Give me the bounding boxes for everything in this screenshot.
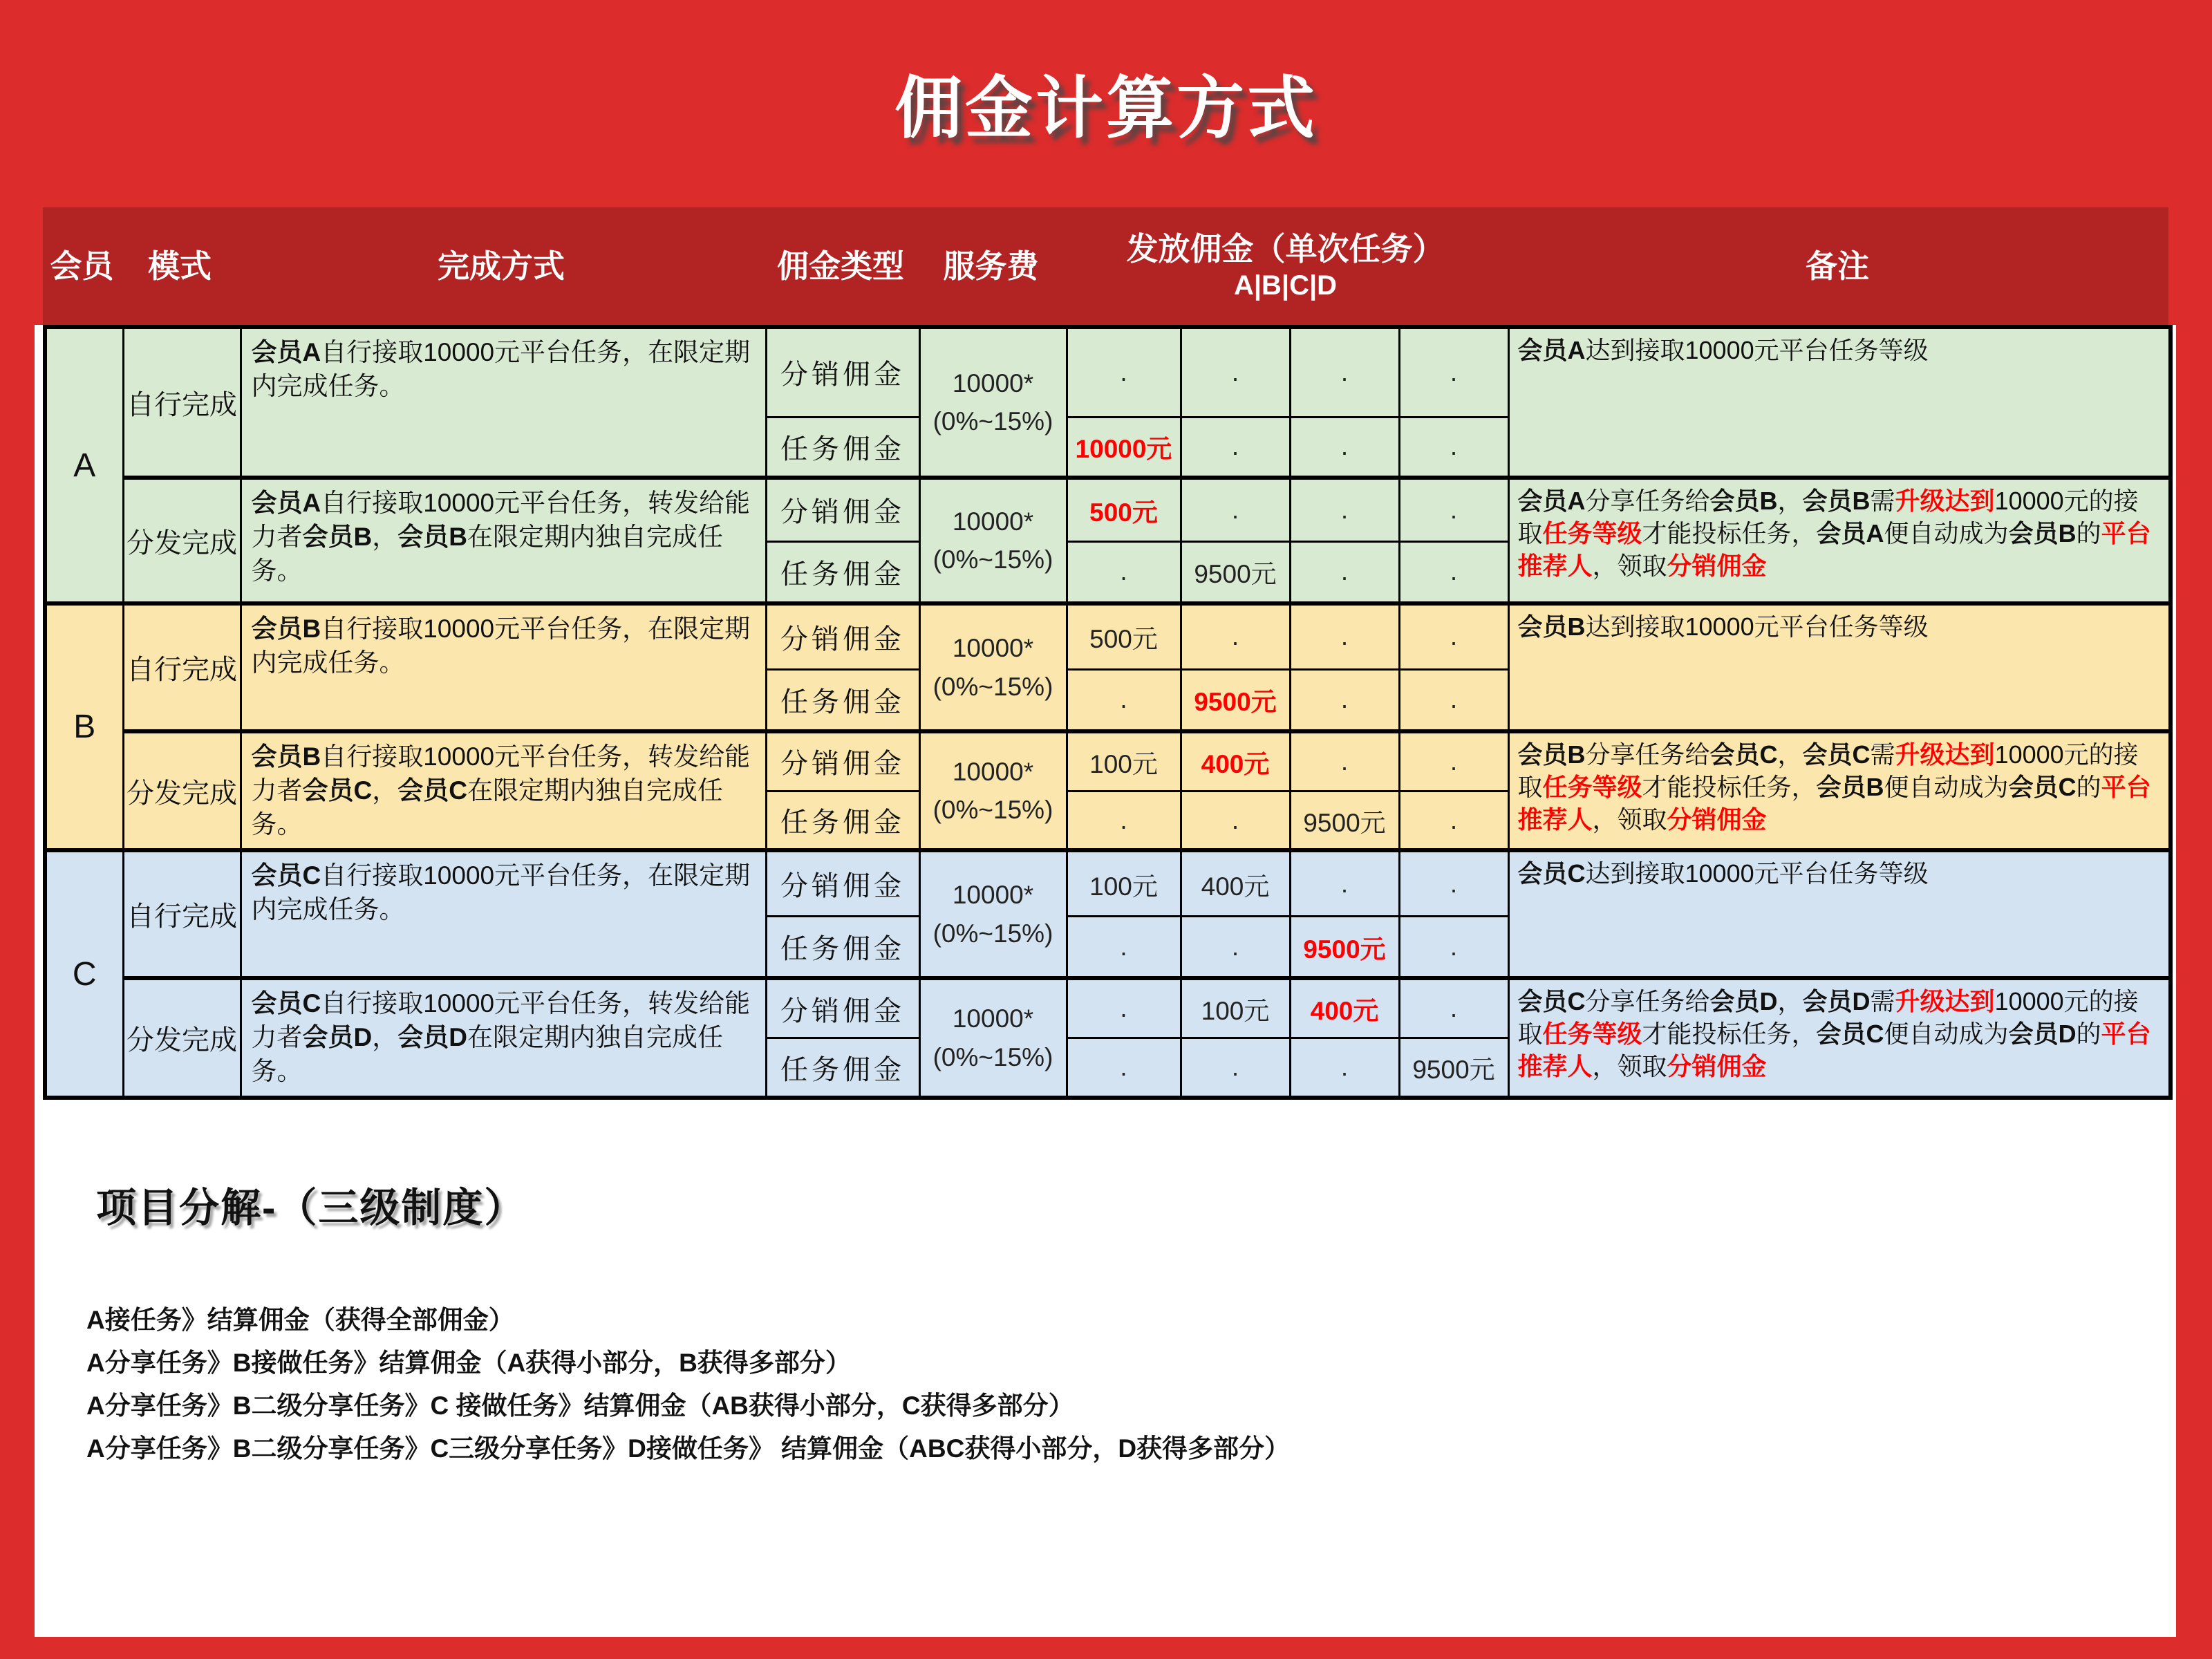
commission-type-cell: 分销佣金 bbox=[766, 978, 919, 1038]
payout-cell-a: . bbox=[1067, 978, 1181, 1038]
header-service-fee: 服务费 bbox=[943, 247, 1039, 284]
commission-type-cell: 任务佣金 bbox=[766, 541, 919, 603]
payout-cell-a: . bbox=[1067, 327, 1181, 417]
remark-cell: 会员B分享任务给会员C，会员C需升级达到10000元的接取任务等级才能投标任务，会员B便自动成为会员C的平台推荐人，领取分销佣金 bbox=[1508, 731, 2171, 850]
member-cell: A bbox=[45, 327, 123, 603]
commission-type-cell: 任务佣金 bbox=[766, 916, 919, 978]
payout-cell-b: . bbox=[1181, 417, 1290, 478]
breakdown-item: A接任务》结算佣金（获得全部佣金） bbox=[86, 1306, 514, 1334]
breakdown-item: A分享任务》B二级分享任务》C 接做任务》结算佣金（AB获得小部分，C获得多部分） bbox=[86, 1391, 1074, 1421]
payout-cell-c: 400元 bbox=[1290, 978, 1399, 1038]
page-title: 佣金计算方式 bbox=[894, 70, 1318, 146]
service-fee-line2: (0%~15%) bbox=[932, 545, 1053, 574]
remark-cell: 会员A达到接取10000元平台任务等级 bbox=[1508, 327, 2171, 478]
payout-cell-a: 10000元 bbox=[1067, 417, 1181, 478]
payout-cell-d: . bbox=[1399, 791, 1508, 850]
table-row bbox=[45, 603, 2171, 669]
payout-cell-d: . bbox=[1399, 327, 1508, 417]
service-fee-line2: (0%~15%) bbox=[932, 407, 1053, 435]
commission-type-cell: 分销佣金 bbox=[766, 478, 919, 541]
payout-cell-d: . bbox=[1399, 669, 1508, 731]
header-payout-columns: A|B|C|D bbox=[1233, 270, 1338, 301]
payout-cell-b: 400元 bbox=[1181, 850, 1290, 916]
payout-cell-c: . bbox=[1290, 541, 1399, 603]
payout-cell-a: . bbox=[1067, 916, 1181, 978]
payout-cell-d: . bbox=[1399, 417, 1508, 478]
breakdown-heading: 项目分解-（三级制度） bbox=[96, 1185, 526, 1230]
payout-cell-b: 100元 bbox=[1181, 978, 1290, 1038]
payout-cell-b: . bbox=[1181, 327, 1290, 417]
table-row bbox=[45, 850, 2171, 916]
payout-cell-a: 100元 bbox=[1067, 731, 1181, 791]
payout-cell-b: . bbox=[1181, 916, 1290, 978]
table-row bbox=[45, 327, 2171, 417]
payout-cell-c: 9500元 bbox=[1290, 916, 1399, 978]
commission-type-cell: 任务佣金 bbox=[766, 417, 919, 478]
method-cell: 会员A自行接取10000元平台任务，转发给能力者会员B，会员B在限定期内独自完成任务。 bbox=[241, 478, 766, 603]
payout-cell-b: 9500元 bbox=[1181, 541, 1290, 603]
remark-cell: 会员A分享任务给会员B，会员B需升级达到10000元的接取任务等级才能投标任务，会员A便自动成为会员B的平台推荐人，领取分销佣金 bbox=[1508, 478, 2171, 603]
table-header-row bbox=[43, 207, 2168, 325]
table-row bbox=[45, 478, 2171, 541]
service-fee-line2: (0%~15%) bbox=[932, 796, 1053, 825]
payout-cell-b: . bbox=[1181, 1038, 1290, 1098]
remark-cell: 会员C达到接取10000元平台任务等级 bbox=[1508, 850, 2171, 978]
payout-cell-d: . bbox=[1399, 850, 1508, 916]
service-fee-cell bbox=[919, 327, 1067, 478]
service-fee-line2: (0%~15%) bbox=[932, 1042, 1053, 1071]
payout-cell-b: 9500元 bbox=[1181, 669, 1290, 731]
payout-cell-d: . bbox=[1399, 541, 1508, 603]
service-fee-cell bbox=[919, 850, 1067, 978]
payout-cell-c: . bbox=[1290, 1038, 1399, 1098]
commission-type-cell: 分销佣金 bbox=[766, 850, 919, 916]
mode-cell: 自行完成 bbox=[123, 850, 241, 978]
method-cell: 会员A自行接取10000元平台任务，在限定期内完成任务。 bbox=[241, 327, 766, 478]
payout-cell-a: . bbox=[1067, 669, 1181, 731]
header-payout bbox=[1065, 232, 1506, 301]
payout-cell-c: . bbox=[1290, 327, 1399, 417]
service-fee-cell bbox=[919, 478, 1067, 603]
header-remark: 备注 bbox=[1806, 247, 1869, 284]
service-fee-line1: 10000* bbox=[952, 634, 1034, 662]
header-payout-title: 发放佣金（单次任务） bbox=[1126, 230, 1445, 267]
table-row bbox=[45, 731, 2171, 791]
payout-cell-a: 100元 bbox=[1067, 850, 1181, 916]
table-row bbox=[45, 978, 2171, 1038]
mode-cell: 分发完成 bbox=[123, 731, 241, 850]
payout-cell-b: 400元 bbox=[1181, 731, 1290, 791]
member-cell: B bbox=[45, 603, 123, 850]
payout-cell-d: . bbox=[1399, 731, 1508, 791]
method-cell: 会员B自行接取10000元平台任务，转发给能力者会员C，会员C在限定期内独自完成任务。 bbox=[241, 731, 766, 850]
group-c bbox=[45, 850, 2171, 1097]
header-mode: 模式 bbox=[148, 247, 212, 284]
payout-cell-b: . bbox=[1181, 791, 1290, 850]
service-fee-line1: 10000* bbox=[952, 757, 1034, 786]
commission-table bbox=[43, 325, 2173, 1100]
mode-cell: 分发完成 bbox=[123, 978, 241, 1097]
payout-cell-c: . bbox=[1290, 731, 1399, 791]
payout-cell-a: . bbox=[1067, 791, 1181, 850]
commission-type-cell: 任务佣金 bbox=[766, 1038, 919, 1098]
remark-cell: 会员B达到接取10000元平台任务等级 bbox=[1508, 603, 2171, 731]
service-fee-line2: (0%~15%) bbox=[932, 672, 1053, 701]
commission-type-cell: 任务佣金 bbox=[766, 669, 919, 731]
payout-cell-a: . bbox=[1067, 541, 1181, 603]
group-a bbox=[45, 327, 2171, 603]
project-breakdown-section bbox=[86, 1175, 1290, 1475]
member-cell: C bbox=[45, 850, 123, 1097]
mode-cell: 分发完成 bbox=[123, 478, 241, 603]
breakdown-item: A分享任务》B二级分享任务》C三级分享任务》D接做任务》 结算佣金（ABC获得小部分，D获得多部分） bbox=[86, 1434, 1291, 1463]
payout-cell-c: . bbox=[1290, 669, 1399, 731]
payout-cell-d: . bbox=[1399, 603, 1508, 669]
payout-cell-c: . bbox=[1290, 478, 1399, 541]
service-fee-line1: 10000* bbox=[952, 368, 1034, 397]
method-cell: 会员B自行接取10000元平台任务，在限定期内完成任务。 bbox=[241, 603, 766, 731]
service-fee-cell bbox=[919, 978, 1067, 1097]
header-commission-type: 佣金类型 bbox=[777, 247, 904, 284]
payout-cell-d: . bbox=[1399, 478, 1508, 541]
payout-cell-c: 9500元 bbox=[1290, 791, 1399, 850]
payout-cell-a: 500元 bbox=[1067, 603, 1181, 669]
service-fee-cell bbox=[919, 731, 1067, 850]
group-b bbox=[45, 603, 2171, 850]
payout-cell-a: 500元 bbox=[1067, 478, 1181, 541]
service-fee-cell bbox=[919, 603, 1067, 731]
method-cell: 会员C自行接取10000元平台任务，在限定期内完成任务。 bbox=[241, 850, 766, 978]
payout-cell-d: . bbox=[1399, 978, 1508, 1038]
service-fee-line1: 10000* bbox=[952, 1004, 1034, 1033]
commission-type-cell: 分销佣金 bbox=[766, 731, 919, 791]
payout-cell-d: . bbox=[1399, 916, 1508, 978]
payout-cell-b: . bbox=[1181, 478, 1290, 541]
service-fee-line1: 10000* bbox=[952, 507, 1034, 536]
breakdown-item: A分享任务》B接做任务》结算佣金（A获得小部分，B获得多部分） bbox=[86, 1349, 851, 1378]
method-cell: 会员C自行接取10000元平台任务，转发给能力者会员D，会员D在限定期内独自完成任务。 bbox=[241, 978, 766, 1097]
payout-cell-c: . bbox=[1290, 603, 1399, 669]
remark-cell: 会员C分享任务给会员D，会员D需升级达到10000元的接取任务等级才能投标任务，会员C便自动成为会员D的平台推荐人，领取分销佣金 bbox=[1508, 978, 2171, 1097]
service-fee-line2: (0%~15%) bbox=[932, 919, 1053, 948]
payout-cell-d: 9500元 bbox=[1399, 1038, 1508, 1098]
mode-cell: 自行完成 bbox=[123, 327, 241, 478]
payout-cell-c: . bbox=[1290, 850, 1399, 916]
payout-cell-b: . bbox=[1181, 603, 1290, 669]
commission-type-cell: 任务佣金 bbox=[766, 791, 919, 850]
header-member: 会员 bbox=[50, 247, 114, 284]
payout-cell-a: . bbox=[1067, 1038, 1181, 1098]
payout-cell-c: . bbox=[1290, 417, 1399, 478]
service-fee-line1: 10000* bbox=[952, 881, 1034, 910]
mode-cell: 自行完成 bbox=[123, 603, 241, 731]
commission-type-cell: 分销佣金 bbox=[766, 603, 919, 669]
commission-type-cell: 分销佣金 bbox=[766, 327, 919, 417]
header-method: 完成方式 bbox=[438, 247, 565, 284]
